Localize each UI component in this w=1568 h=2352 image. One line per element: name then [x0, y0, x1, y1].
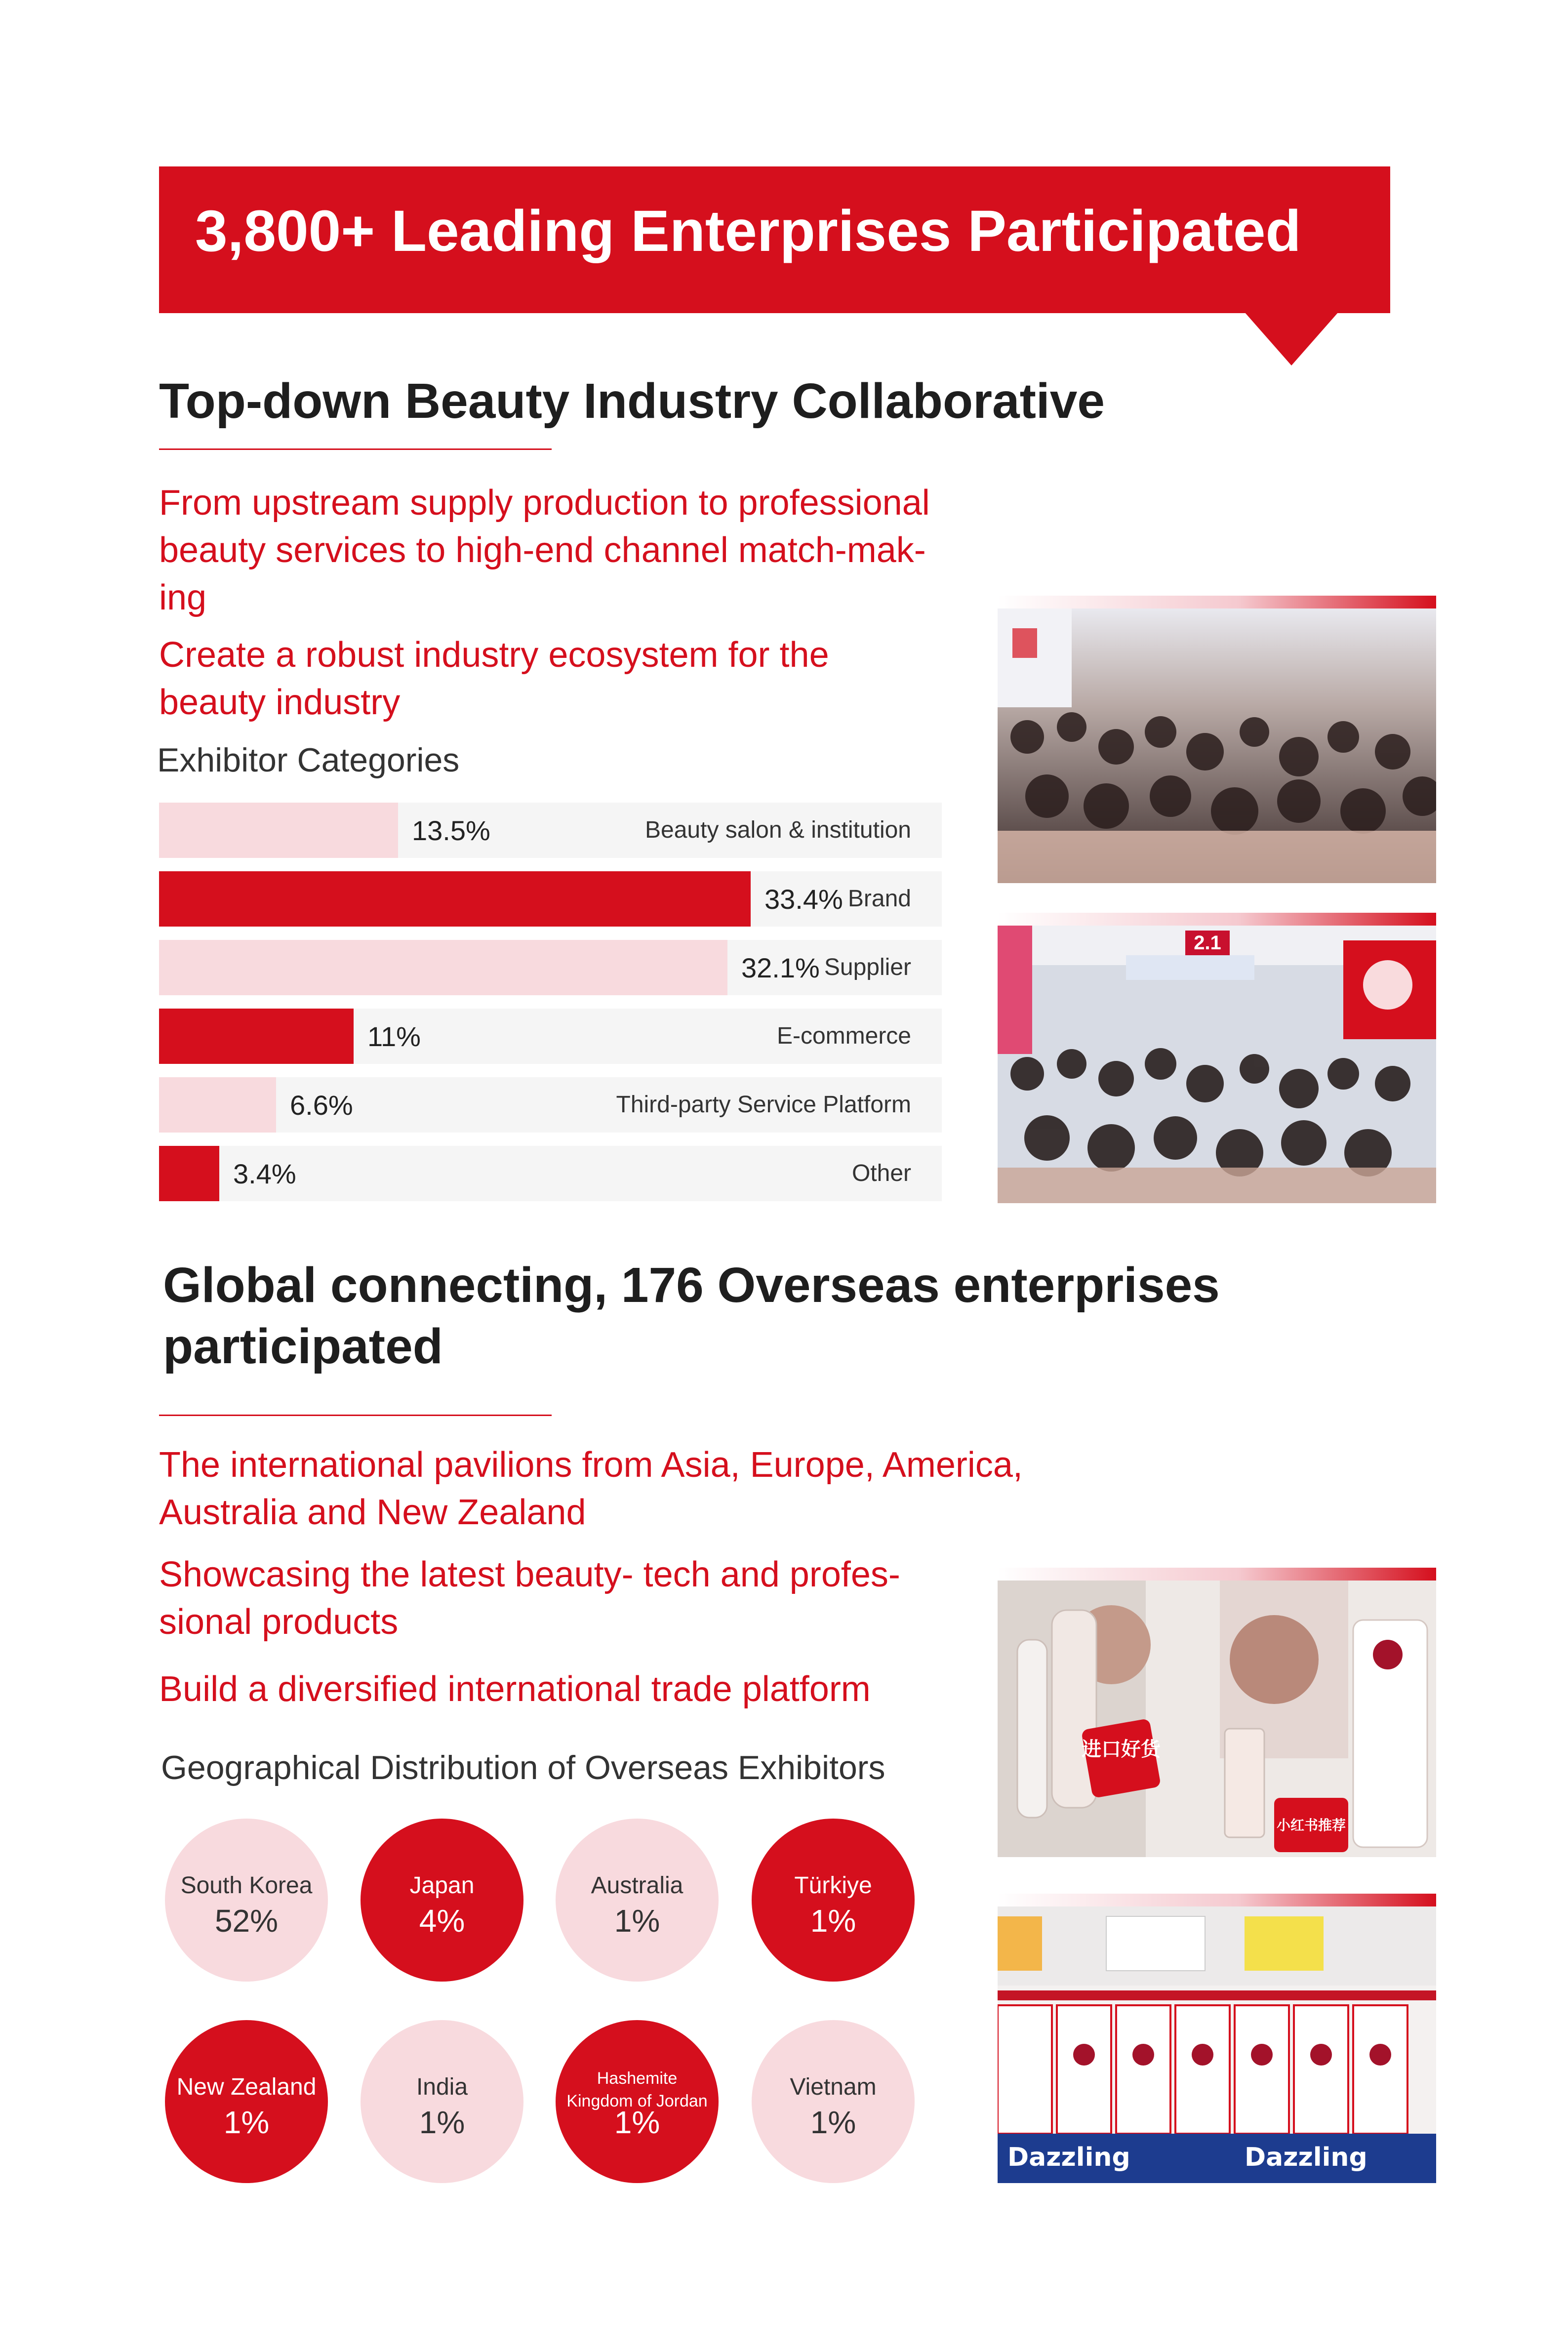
bar — [159, 803, 398, 858]
bar-row — [159, 940, 942, 995]
photo-stripe — [998, 596, 1436, 608]
banner-pointer — [1245, 312, 1338, 365]
country-circle — [556, 1819, 719, 1982]
crowd-photo-2 — [998, 926, 1436, 1203]
country-name: Australia — [591, 1872, 683, 1899]
country-name-line: Hashemite — [597, 2069, 678, 2088]
country-percent: 1% — [419, 2105, 465, 2140]
country-percent: 52% — [214, 1903, 279, 1939]
text-line: ing — [159, 578, 207, 617]
section2-divider — [159, 1415, 552, 1416]
section2-paragraph-1 — [159, 1441, 1023, 1536]
text-line: beauty services to high-end channel match-mak- — [159, 530, 926, 570]
crowd-photo-2-image — [998, 926, 1436, 1203]
heading-line: participated — [163, 1319, 443, 1374]
country-percent: 1% — [223, 2105, 270, 2140]
bar-value-label: 3.4% — [233, 1158, 296, 1189]
country-name: Vietnam — [790, 2074, 877, 2100]
crowd-photo-1 — [998, 608, 1436, 883]
bar-value-label: 11% — [367, 1021, 421, 1052]
country-circle — [165, 2020, 328, 2183]
country-percent: 1% — [614, 1903, 660, 1939]
banner-title: 3,800+ Leading Enterprises Participated — [195, 199, 1301, 264]
country-name-line: Kingdom of Jordan — [566, 2092, 708, 2110]
bar-category-label: Supplier — [824, 954, 911, 980]
bar-category-label: Brand — [847, 886, 911, 912]
country-circle — [361, 2020, 523, 2183]
country-percent: 1% — [810, 2105, 856, 2140]
text-line: The international pavilions from Asia, Europe, America, — [159, 1445, 1023, 1485]
text-line: Showcasing the latest beauty- tech and profes- — [159, 1555, 900, 1594]
geo-caption: Geographical Distribution of Overseas Exhibitors — [161, 1749, 885, 1786]
bar-row — [159, 1009, 942, 1064]
country-circle — [361, 1819, 523, 1982]
product-photo-1 — [998, 1581, 1436, 1857]
bar-value-label: 33.4% — [764, 884, 843, 915]
hall-sign: 2.1 — [1194, 932, 1221, 954]
text-line: sional products — [159, 1602, 399, 1642]
photo-stripe — [998, 913, 1436, 926]
bar-value-label: 13.5% — [412, 815, 490, 846]
country-name: India — [416, 2074, 468, 2100]
country-circle — [752, 1819, 915, 1982]
photo-stripe — [998, 1894, 1436, 1906]
bar-category-label: Beauty salon & institution — [645, 817, 911, 843]
section1-heading: Top-down Beauty Industry Collaborative — [159, 373, 1105, 429]
bar-category-label: Third-party Service Platform — [616, 1092, 911, 1118]
section2-heading — [163, 1255, 1220, 1377]
section1-divider — [159, 448, 552, 450]
bar-value-label: 6.6% — [290, 1090, 353, 1121]
bar-value-label: 32.1% — [741, 952, 820, 983]
text-line: beauty industry — [159, 683, 401, 722]
brand-label-1: Dazzling — [1007, 2143, 1130, 2172]
brand-label-2: Dazzling — [1245, 2143, 1367, 2172]
product-photo-1-image — [998, 1581, 1436, 1857]
country-circle — [556, 2020, 719, 2183]
country-name: South Korea — [180, 1872, 313, 1899]
bar-row — [159, 1146, 942, 1201]
heading-line: Global connecting, 176 Overseas enterprises — [163, 1257, 1220, 1313]
country-name: New Zealand — [176, 2074, 317, 2100]
crowd-photo-1-image — [998, 608, 1436, 883]
text-line: From upstream supply production to professional — [159, 483, 930, 523]
chart-caption: Exhibitor Categories — [157, 741, 460, 779]
bar-row — [159, 803, 942, 858]
country-percent: 1% — [810, 1903, 856, 1939]
bar-row — [159, 871, 942, 927]
section2-paragraph-2 — [159, 1551, 900, 1646]
country-circle — [752, 2020, 915, 2183]
country-name: Türkiye — [794, 1872, 872, 1899]
bar — [159, 871, 751, 927]
text-line: Australia and New Zealand — [159, 1493, 586, 1532]
section1-paragraph-1 — [159, 479, 930, 621]
bar — [159, 1077, 276, 1133]
photo-stripe — [998, 1568, 1436, 1581]
country-name: Japan — [409, 1872, 475, 1899]
product-photo-2 — [998, 1906, 1436, 2183]
bar-row — [159, 1077, 942, 1133]
product-photo-2-image — [998, 1906, 1436, 2183]
bar — [159, 1009, 354, 1064]
bar-category-label: E-commerce — [776, 1023, 911, 1049]
product-tag-2: 小红书推荐 — [1276, 1817, 1346, 1833]
country-circle — [165, 1819, 328, 1982]
bar — [159, 1146, 219, 1201]
bar-category-label: Other — [851, 1160, 911, 1186]
text-line: Create a robust industry ecosystem for the — [159, 635, 829, 675]
country-percent: 1% — [614, 2105, 660, 2140]
product-tag-1: 进口好货 — [1082, 1738, 1161, 1761]
section2-paragraph-3: Build a diversified international trade platform — [159, 1669, 871, 1709]
section1-paragraph-2 — [159, 631, 829, 726]
bar — [159, 940, 727, 995]
country-percent: 4% — [419, 1903, 465, 1939]
